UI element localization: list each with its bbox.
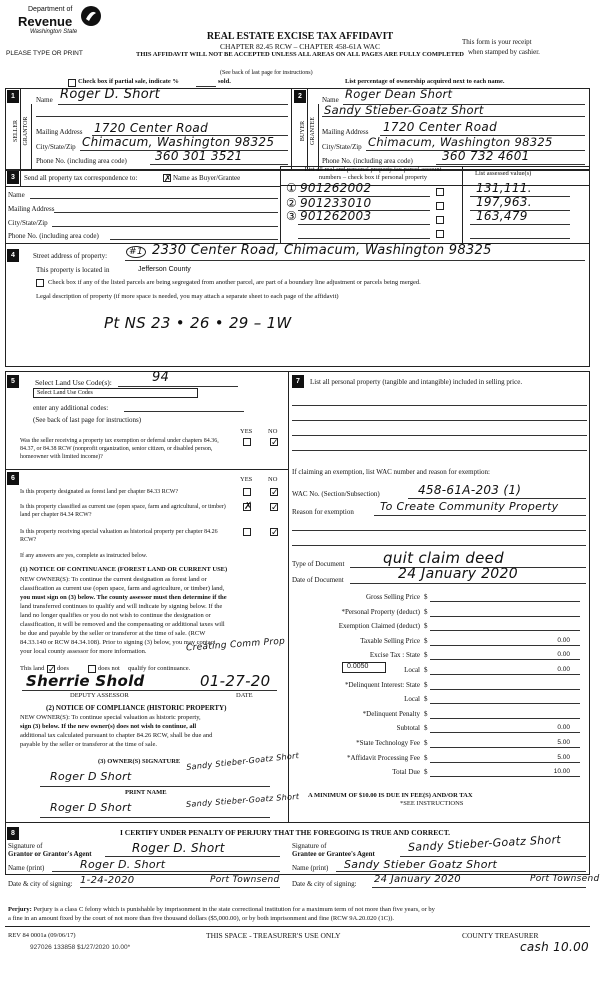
currency-symbol: $ bbox=[424, 666, 428, 674]
section-4-box bbox=[5, 244, 590, 367]
buyer-phone[interactable]: 360 732 4601 bbox=[442, 149, 530, 163]
assessor-date[interactable]: 01-27-20 bbox=[200, 672, 271, 690]
form-warning: THIS AFFIDAVIT WILL NOT BE ACCEPTED UNLESS ALL AREAS ON ALL PAGES ARE FULLY COMPLETED bbox=[136, 51, 464, 58]
calc-label: *Personal Property (deduct) bbox=[341, 608, 420, 616]
see-back-5: (See back of last page for instructions) bbox=[33, 416, 142, 424]
land-use-select-value: Select Land Use Codes bbox=[37, 390, 93, 396]
print-name-2[interactable]: Sandy Stieber-Goatz Short bbox=[185, 792, 300, 809]
section-8-badge: 8 bbox=[7, 827, 19, 840]
calc-value[interactable]: 0.00 bbox=[557, 637, 570, 644]
cash-note: cash 10.00 bbox=[520, 940, 589, 954]
date-label: DATE bbox=[236, 692, 253, 699]
corr-mailing-label: Mailing Address bbox=[8, 205, 55, 213]
see-instructions: *SEE INSTRUCTIONS bbox=[400, 800, 464, 807]
personal-property-checkbox[interactable] bbox=[436, 216, 444, 224]
parcel-account[interactable]: 901233010 bbox=[300, 196, 372, 210]
seller-mailing-label: Mailing Address bbox=[36, 128, 83, 136]
grantor-side-label: GRANTOR bbox=[23, 116, 29, 146]
exemption-yes-checkbox[interactable] bbox=[243, 438, 251, 446]
seller-name-label: Name bbox=[36, 96, 53, 104]
seller-phone-label: Phone No. (including area code) bbox=[36, 157, 127, 165]
yes-header-6: YES bbox=[240, 476, 253, 483]
does-label: does bbox=[57, 665, 69, 672]
grantor-sig-of: Signature of bbox=[8, 842, 43, 850]
additional-codes-label: enter any additional codes: bbox=[33, 404, 109, 412]
section-3-badge: 3 bbox=[7, 171, 19, 184]
calc-label: Subtotal bbox=[396, 724, 420, 732]
yes-header-5: YES bbox=[240, 428, 253, 435]
notice1-line: be due and payable by the seller or transferor at the time of sale. (RCW bbox=[20, 630, 206, 637]
calc-value[interactable]: 10.00 bbox=[553, 768, 570, 775]
this-land-label: This land bbox=[20, 665, 45, 672]
notice1-line: classification, it will be removed and the compensating or additional taxes will bbox=[20, 621, 225, 628]
logo-line2: Revenue bbox=[18, 14, 73, 29]
notice1-line: 84.33.140 or RCW 84.34.108). Prior to signing (3) below, you may contact bbox=[20, 639, 216, 646]
calc-label: Taxable Selling Price bbox=[360, 637, 420, 645]
historic-question: Is this property receiving special valuation as historical property per chapter 84.26 RCW? bbox=[20, 529, 218, 543]
dor-emblem-icon bbox=[80, 5, 102, 27]
perjury-line-1 bbox=[8, 906, 435, 913]
grantee-name-label: Name (print) bbox=[292, 864, 329, 872]
buyer-mailing-label: Mailing Address bbox=[322, 128, 369, 136]
grantor-date-label: Date & city of signing: bbox=[8, 880, 73, 888]
segregated-label: Check box if any of the listed parcels are being segregated from another parcel, are part of a boundary line adjustment or parcels being merged. bbox=[48, 279, 421, 286]
parcel-header-1: List all real and personal property tax parcel account bbox=[304, 166, 442, 173]
logo-line3: Washington State bbox=[30, 29, 78, 35]
deputy-assessor-signature[interactable]: Sherrie Shold bbox=[26, 672, 145, 690]
form-title: REAL ESTATE EXCISE TAX AFFIDAVIT bbox=[206, 31, 394, 42]
historic-no-checkbox[interactable]: ✓ bbox=[271, 527, 279, 537]
currency-symbol: $ bbox=[424, 739, 428, 747]
parcel-number-marker: ③ bbox=[286, 209, 298, 223]
parcel-number-marker: ① bbox=[286, 181, 298, 195]
notice2-line: payable by the seller or transferor at the time of sale. bbox=[20, 741, 157, 748]
notice-continuance-title: (1) NOTICE OF CONTINUANCE (FOREST LAND OR CURRENT USE) bbox=[20, 566, 228, 573]
land-use-code[interactable]: 94 bbox=[152, 370, 170, 385]
currency-symbol: $ bbox=[424, 651, 428, 659]
notice1-line: land transferred continues to qualify and will indicate by signing below. If the bbox=[20, 603, 223, 610]
grantor-date[interactable]: 1-24-2020 bbox=[80, 875, 135, 886]
owner-signature-title: (3) OWNER(S) SIGNATURE bbox=[98, 758, 181, 765]
exemption-claim-label: If claiming an exemption, list WAC number and reason for exemption: bbox=[292, 468, 490, 476]
currency-symbol: $ bbox=[424, 710, 428, 718]
corr-phone-label: Phone No. (including area code) bbox=[8, 232, 99, 240]
no-header-5: NO bbox=[268, 428, 278, 435]
segregated-checkbox[interactable] bbox=[36, 279, 44, 287]
corr-name-label: Name bbox=[8, 191, 25, 199]
notice1-line: classification as current use (open space, farm and agriculture, or timber) land, bbox=[20, 585, 225, 592]
seller-mailing[interactable]: 1720 Center Road bbox=[94, 121, 209, 135]
notice1-line: your local county assessor for more information. bbox=[20, 648, 147, 655]
wac-number[interactable]: 458-61A-203 (1) bbox=[418, 483, 522, 497]
calc-value[interactable]: 0.00 bbox=[557, 651, 570, 658]
parcel-assessed-value[interactable]: 197,963. bbox=[476, 195, 532, 209]
calc-label: *Delinquent Penalty bbox=[362, 710, 420, 718]
forest-question: Is this property designated as forest land per chapter 84.33 RCW? bbox=[20, 489, 179, 495]
current-use-yes-checkbox[interactable]: ✗ bbox=[244, 501, 253, 512]
located-label: This property is located in bbox=[36, 266, 110, 274]
grantee-date[interactable]: 24 January 2020 bbox=[374, 874, 461, 885]
buyer-mailing[interactable]: 1720 Center Road bbox=[383, 120, 498, 134]
type-or-print: PLEASE TYPE OR PRINT bbox=[6, 50, 83, 57]
doc-date[interactable]: 24 January 2020 bbox=[398, 566, 518, 582]
perjury-text: Perjury is a class C felony which is punishable by imprisonment in the state correctional institution for a maximum term of not more than five years, or by bbox=[31, 906, 435, 913]
personal-property-checkbox[interactable] bbox=[436, 230, 444, 238]
exemption-question: Was the seller receiving a property tax exemption or deferral under chapters 84.36, 84.37, or 84.38 RCW (nonprofit organization, senior citizen, or disabled person, homeowner with limited income)? bbox=[20, 438, 219, 460]
current-use-question: Is this property classified as current use (open space, farm and agricultural, or timber) land per chapter 84.34 RCW? bbox=[20, 504, 226, 518]
qualify-label: qualify for continuance. bbox=[128, 665, 191, 672]
partial-sale-checkbox[interactable] bbox=[68, 79, 76, 87]
grantor-name-label: Name (print) bbox=[8, 864, 45, 872]
local-rate: 0.0050 bbox=[347, 663, 369, 670]
print-name-1[interactable]: Roger D Short bbox=[50, 801, 132, 814]
notice1-line: you must sign on (3) below. The county assessor must then determine if the bbox=[20, 594, 227, 601]
county[interactable]: Jefferson County bbox=[138, 266, 191, 273]
grantor-city[interactable]: Port Townsend bbox=[210, 875, 280, 885]
county-treasurer: COUNTY TREASURER bbox=[462, 931, 539, 940]
street-marker: #1 bbox=[126, 246, 146, 258]
current-use-no-checkbox[interactable]: ✓ bbox=[271, 502, 279, 512]
reason-label: Reason for exemption bbox=[292, 508, 354, 516]
currency-symbol: $ bbox=[424, 608, 428, 616]
street-address[interactable]: 2330 Center Road, Chimacum, Washington 98325 bbox=[152, 243, 492, 258]
calc-value[interactable]: 0.00 bbox=[557, 724, 570, 731]
grantor-printed-name[interactable]: Roger D. Short bbox=[80, 858, 166, 871]
section-4-badge: 4 bbox=[7, 249, 19, 262]
grantor-agent-label: Grantor or Grantor's Agent bbox=[8, 850, 92, 858]
receipt-note-2: when stamped by cashier. bbox=[468, 48, 540, 56]
grantor-signature[interactable]: Roger D. Short bbox=[132, 841, 225, 855]
receipt-note-1: This form is your receipt bbox=[462, 38, 532, 46]
personal-property-label: List all personal property (tangible and intangible) included in selling price. bbox=[310, 378, 523, 386]
calc-value[interactable]: 5.00 bbox=[557, 754, 570, 761]
historic-yes-checkbox[interactable] bbox=[243, 528, 251, 536]
corr-city-label: City/State/Zip bbox=[8, 219, 48, 227]
certify-statement: I CERTIFY UNDER PENALTY OF PERJURY THAT THE FOREGOING IS TRUE AND CORRECT. bbox=[120, 828, 451, 837]
parcel-assessed-value[interactable]: 163,479 bbox=[476, 209, 528, 223]
calc-value[interactable]: 0.00 bbox=[557, 666, 570, 673]
wac-label: WAC No. (Section/Subsection) bbox=[292, 490, 380, 498]
same-as-buyer-checkbox[interactable]: ✗ bbox=[164, 173, 172, 183]
currency-symbol: $ bbox=[424, 724, 428, 732]
ownership-pct-label: List percentage of ownership acquired next to each name. bbox=[345, 78, 505, 85]
seller-city[interactable]: Chimacum, Washington 98325 bbox=[82, 135, 275, 149]
personal-property-checkbox[interactable] bbox=[436, 188, 444, 196]
perjury-label: Perjury: bbox=[8, 906, 32, 913]
currency-symbol: $ bbox=[424, 637, 428, 645]
parcel-header-2: numbers – check box if personal property bbox=[318, 174, 428, 181]
grantee-signature[interactable]: Sandy Stieber-Goatz Short bbox=[407, 833, 562, 854]
minimum-note: A MINIMUM OF $10.00 IS DUE IN FEE(S) AND/OR TAX bbox=[308, 792, 473, 799]
calc-label: *Affidavit Processing Fee bbox=[347, 754, 420, 762]
doc-date-label: Date of Document bbox=[292, 576, 344, 584]
parcel-account[interactable]: 901262003 bbox=[300, 209, 372, 223]
owner-signature-1[interactable]: Roger D Short bbox=[50, 770, 132, 783]
seller-city-label: City/State/Zip bbox=[36, 143, 76, 151]
notice1-line: land no longer qualifies or you do not wish to continue the designation or bbox=[20, 612, 211, 619]
grantee-city[interactable]: Port Townsend bbox=[530, 874, 600, 884]
notice1-line: NEW OWNER(S): To continue the current designation as forest land or bbox=[20, 576, 207, 583]
section-5-badge: 5 bbox=[7, 375, 19, 388]
buyer-side-label: BUYER bbox=[300, 120, 306, 142]
buyer-name-1[interactable]: Roger Dean Short bbox=[345, 87, 453, 101]
owner-signature-2[interactable]: Sandy Stieber-Goatz Short bbox=[185, 751, 300, 772]
calc-label: Local bbox=[404, 695, 420, 703]
calc-value[interactable]: 5.00 bbox=[557, 739, 570, 746]
parcel-number-marker: ② bbox=[286, 196, 298, 210]
calc-label: Excise Tax : State bbox=[369, 651, 420, 659]
land-use-select[interactable] bbox=[33, 388, 198, 398]
currency-symbol: $ bbox=[424, 593, 428, 601]
same-as-buyer-label: Name as Buyer/Grantee bbox=[173, 174, 241, 182]
notice2-line: sign (3) below. If the new owner(s) does not wish to continue, all bbox=[20, 723, 197, 730]
calc-label: Local bbox=[404, 666, 420, 674]
does-not-label: does not bbox=[98, 665, 120, 672]
section-2-badge: 2 bbox=[294, 90, 306, 103]
seller-side-label: SELLER bbox=[13, 120, 19, 142]
exemption-no-checkbox[interactable]: ✓ bbox=[271, 437, 279, 447]
street-label: Street address of property: bbox=[33, 252, 108, 260]
notice-compliance-title: (2) NOTICE OF COMPLIANCE (HISTORIC PROPERTY) bbox=[46, 704, 227, 712]
buyer-city-label: City/State/Zip bbox=[322, 143, 362, 151]
if-yes-note: If any answers are yes, complete as instructed below. bbox=[20, 553, 148, 559]
assessed-header: List assessed value(s) bbox=[475, 170, 532, 177]
notice2-line: additional tax calculated pursuant to chapter 84.26 RCW, shall be due and bbox=[20, 732, 213, 739]
currency-symbol: $ bbox=[424, 622, 428, 630]
calc-label: *Delinquent Interest: State bbox=[344, 681, 420, 689]
personal-property-checkbox[interactable] bbox=[436, 202, 444, 210]
exemption-reason[interactable]: To Create Community Property bbox=[380, 500, 559, 513]
receipt-stamp: 927026 133858 $1/27/2020 10.00* bbox=[30, 944, 131, 951]
grantee-printed-name[interactable]: Sandy Stieber Goatz Short bbox=[344, 858, 498, 871]
parcel-assessed-value[interactable]: 131,111. bbox=[476, 181, 532, 195]
grantee-side-label: GRANTEE bbox=[310, 117, 316, 145]
deputy-assessor-label: DEPUTY ASSESSOR bbox=[70, 692, 129, 699]
partial-sale-label: Check box if partial sale, indicate % bbox=[78, 78, 179, 85]
notice2-line: NEW OWNER(S): To continue special valuation as historic property, bbox=[20, 714, 201, 721]
buyer-city[interactable]: Chimacum, Washington 98325 bbox=[368, 135, 553, 149]
buyer-phone-label: Phone No. (including area code) bbox=[322, 157, 413, 165]
calc-label: *State Technology Fee bbox=[356, 739, 420, 747]
section-7-badge: 7 bbox=[292, 375, 304, 388]
currency-symbol: $ bbox=[424, 695, 428, 703]
form-revision: REV 84 0001a (09/06/17) bbox=[8, 932, 76, 939]
section-6-badge: 6 bbox=[7, 472, 19, 485]
doc-type-label: Type of Document bbox=[292, 560, 345, 568]
calc-label: Exemption Claimed (deduct) bbox=[338, 622, 420, 630]
buyer-name-label: Name bbox=[322, 96, 339, 104]
does-checkbox[interactable]: ✓ bbox=[48, 664, 56, 674]
treasurer-space: THIS SPACE - TREASURER'S USE ONLY bbox=[206, 931, 341, 940]
assessor-note: Creating Comm Prop bbox=[185, 636, 286, 654]
correspondence-label: Send all property tax correspondence to: bbox=[24, 174, 138, 182]
logo-line1: Department of bbox=[28, 6, 73, 13]
no-header-6: NO bbox=[268, 476, 278, 483]
legal-description-label: Legal description of property (if more space is needed, you may attach a separate sheet to each page of the affidavit) bbox=[36, 293, 339, 300]
form-chapter: CHAPTER 82.45 RCW – CHAPTER 458-61A WAC bbox=[220, 42, 380, 51]
see-back-note: (See back of last page for instructions) bbox=[220, 70, 313, 76]
grantee-agent-label: Grantee or Grantee's Agent bbox=[292, 850, 375, 858]
seller-phone[interactable]: 360 301 3521 bbox=[155, 149, 243, 163]
print-name-label: PRINT NAME bbox=[125, 789, 167, 796]
buyer-name-2[interactable]: Sandy Stieber-Goatz Short bbox=[324, 103, 484, 117]
currency-symbol: $ bbox=[424, 768, 428, 776]
currency-symbol: $ bbox=[424, 754, 428, 762]
calc-label: Gross Selling Price bbox=[365, 593, 420, 601]
grantee-date-label: Date & city of signing: bbox=[292, 880, 357, 888]
seller-name[interactable]: Roger D. Short bbox=[60, 87, 161, 102]
calc-label: Total Due bbox=[392, 768, 420, 776]
doc-type[interactable]: quit claim deed bbox=[383, 549, 504, 567]
legal-description[interactable]: Pt NS 23 • 26 • 29 – 1W bbox=[104, 314, 292, 332]
land-use-label: Select Land Use Code(s): bbox=[35, 378, 112, 387]
parcel-account[interactable]: 901262002 bbox=[300, 181, 372, 195]
section-1-badge: 1 bbox=[7, 90, 19, 103]
forest-no-checkbox[interactable]: ✓ bbox=[271, 487, 279, 497]
perjury-line-2: a fine in an amount fixed by the court of not more than five thousand dollars ($5,000.00), or by both imprisonment and fine (RCW 9A.20.020 (1C)). bbox=[8, 915, 395, 922]
grantee-sig-of: Signature of bbox=[292, 842, 327, 850]
forest-yes-checkbox[interactable] bbox=[243, 488, 251, 496]
currency-symbol: $ bbox=[424, 681, 428, 689]
sold-label: sold. bbox=[218, 78, 231, 85]
